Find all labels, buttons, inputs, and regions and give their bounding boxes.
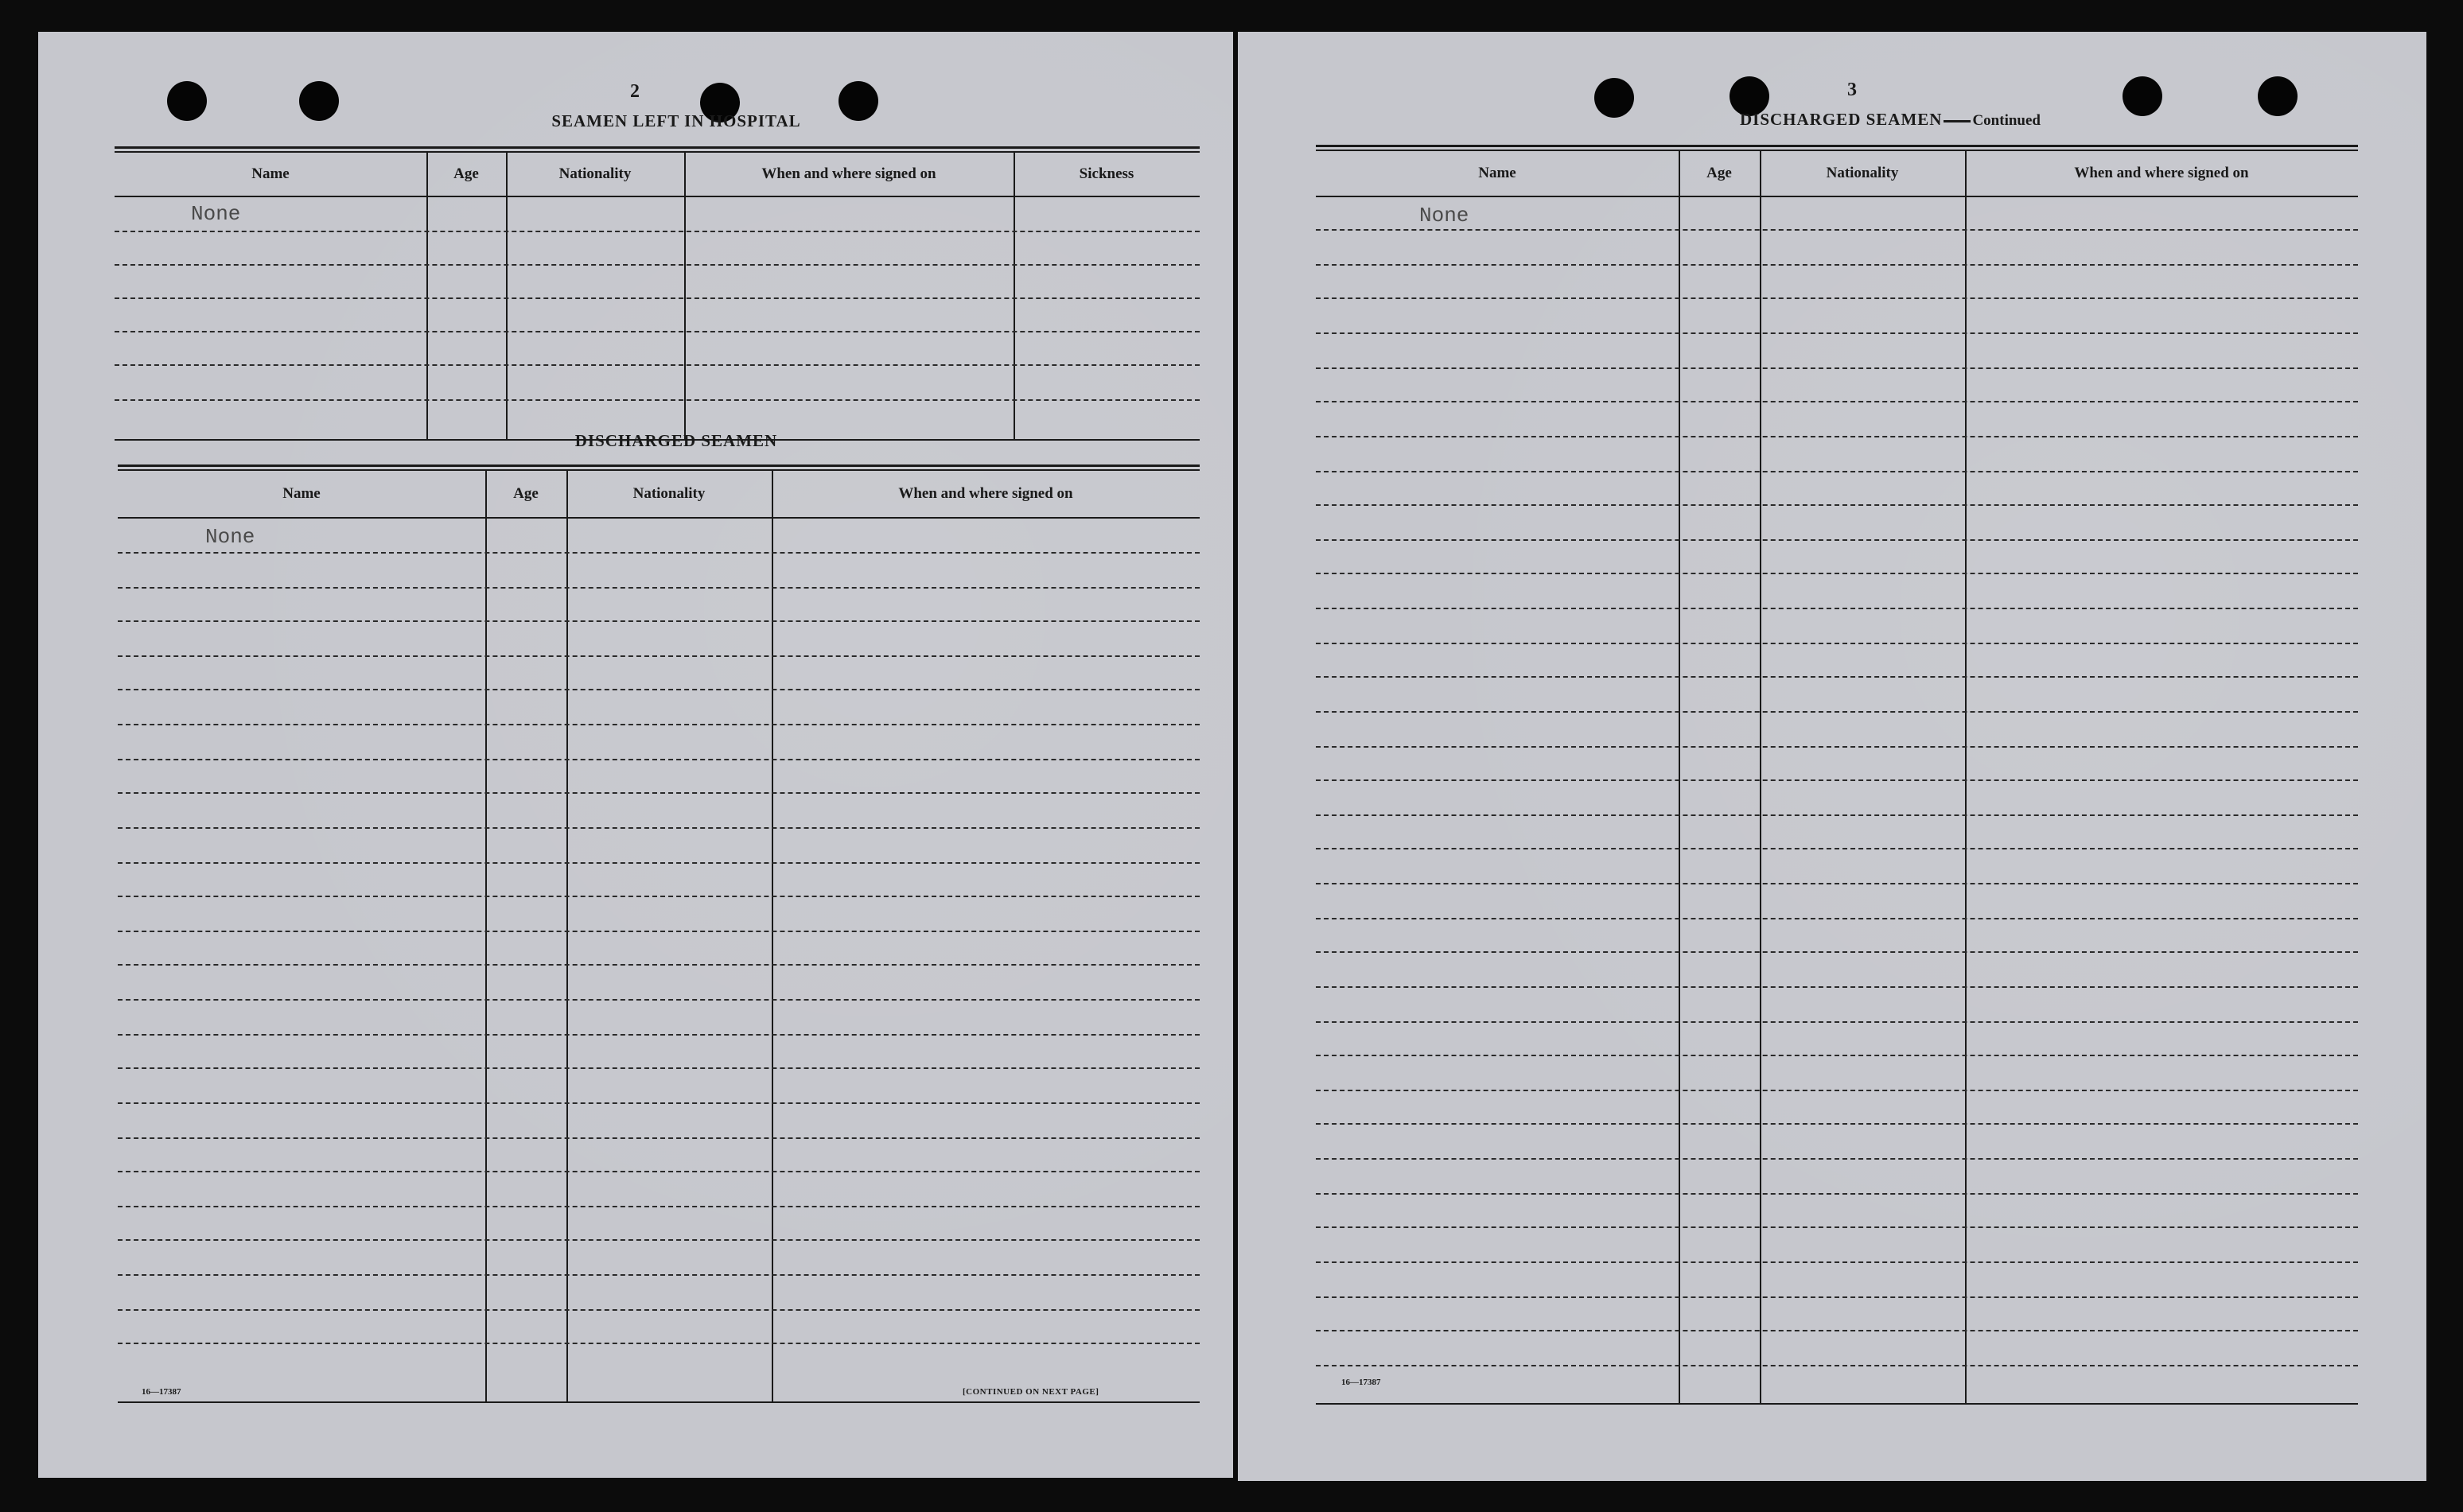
page-number: 3 [1847, 80, 1857, 100]
col-header-sickness: Sickness [1079, 165, 1134, 182]
discharged-section-title: DISCHARGED SEAMEN [574, 431, 778, 450]
hospital-table [115, 146, 1200, 445]
title-text: DISCHARGED SEAMEN [1740, 110, 1943, 129]
discharged-table [118, 464, 1200, 1408]
col-header-nationality: Nationality [1826, 165, 1899, 181]
discharged-entry: None [205, 525, 255, 549]
col-header-name: Name [282, 485, 321, 502]
hospital-entry: None [191, 202, 241, 226]
title-suffix: Continued [1972, 112, 2041, 129]
continued-note: [CONTINUED ON NEXT PAGE] [963, 1387, 1099, 1397]
form-code: 16—17387 [142, 1387, 181, 1397]
page-number: 2 [630, 81, 640, 102]
discharged-continued-entry: None [1419, 204, 1469, 227]
col-header-age: Age [453, 165, 479, 182]
col-header-nationality: Nationality [558, 165, 632, 182]
punch-hole [299, 81, 339, 121]
punch-hole [2258, 76, 2298, 116]
left-page [38, 32, 1233, 1478]
form-code: 16—17387 [1341, 1378, 1381, 1387]
discharged-continued-title [1596, 110, 2185, 130]
em-dash [1944, 120, 1971, 122]
col-header-signed-on: When and where signed on [2074, 165, 2249, 181]
hospital-section-title: SEAMEN LEFT IN HOSPITAL [551, 111, 801, 130]
col-header-name: Name [1478, 165, 1516, 181]
col-header-age: Age [513, 485, 539, 502]
right-page [1238, 32, 2426, 1481]
col-header-signed-on: When and where signed on [761, 165, 936, 182]
col-header-nationality: Nationality [632, 485, 706, 502]
col-header-name: Name [251, 165, 290, 182]
discharged-continued-table [1316, 145, 2358, 1409]
col-header-age: Age [1706, 165, 1732, 181]
punch-hole [167, 81, 207, 121]
col-header-signed-on: When and where signed on [898, 485, 1073, 502]
